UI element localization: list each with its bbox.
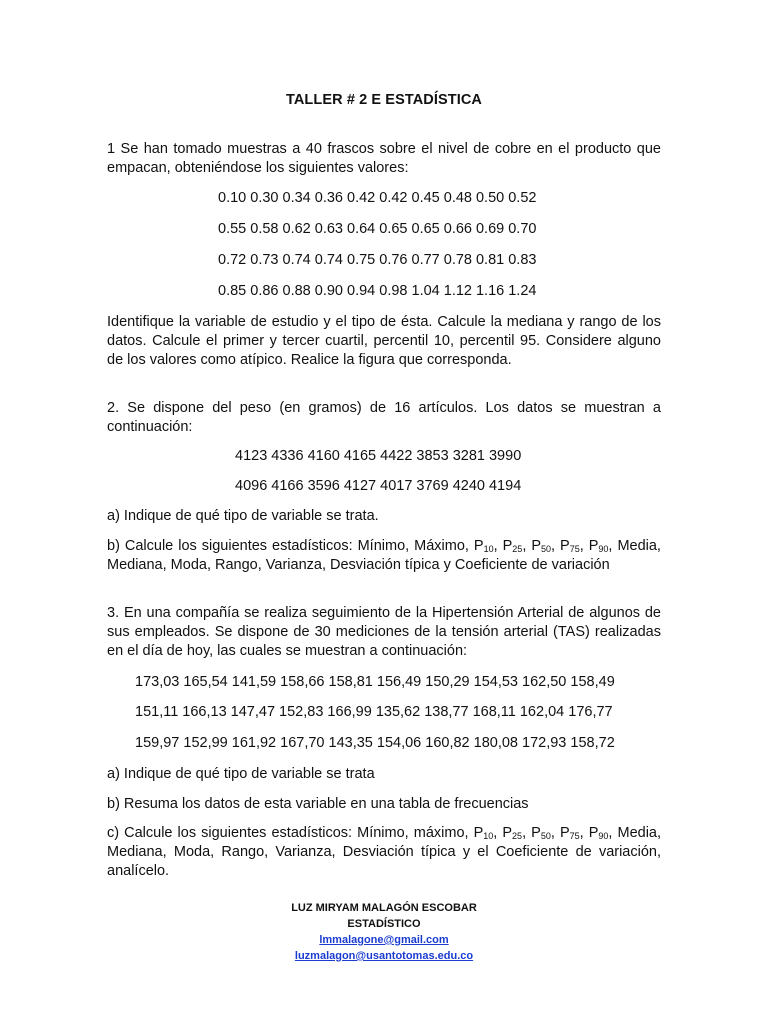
q2-item-a: a) Indique de qué tipo de variable se trata. bbox=[107, 508, 379, 524]
q2-data-row: 4123 4336 4160 4165 4422 3853 3281 3990 bbox=[235, 448, 522, 464]
q1-data-row: 0.85 0.86 0.88 0.90 0.94 0.98 1.04 1.12 1.16 1.24 bbox=[218, 283, 537, 299]
q2-data-row: 4096 4166 3596 4127 4017 3769 4240 4194 bbox=[235, 478, 522, 494]
email-link-gmail[interactable]: lmmalagone@gmail.com bbox=[319, 934, 449, 946]
email-link-university[interactable]: luzmalagon@usantotomas.edu.co bbox=[294, 950, 474, 962]
q2-item-b-lead: b) Calcule los siguientes estadísticos: Mínimo, Máximo, bbox=[107, 538, 474, 554]
author-role: ESTADÍSTICO bbox=[347, 918, 421, 930]
percentile-symbol: $P_{75}$, bbox=[560, 538, 589, 554]
percentile-symbol: $P_{10}$, bbox=[473, 538, 503, 554]
percentile-symbol: $P_{90}$, bbox=[588, 538, 618, 554]
q2-item-b bbox=[107, 537, 661, 575]
page-title: TALLER # 2 E ESTADÍSTICA bbox=[285, 92, 483, 108]
percentile-symbol: $P_{10}$, bbox=[473, 825, 503, 841]
q3-data-row: 173,03 165,54 141,59 158,66 158,81 156,49 150,29 154,53 162,50 158,49 bbox=[135, 674, 615, 690]
q2-item-b-tail: Media, Mediana, Moda, Rango, Varianza, Desviación típica y Coeficiente de variación bbox=[107, 538, 661, 573]
author-footer bbox=[0, 900, 768, 964]
q1-data-row: 0.55 0.58 0.62 0.63 0.64 0.65 0.65 0.66 0.69 0.70 bbox=[218, 221, 537, 237]
percentile-symbol: $P_{25}$, bbox=[502, 538, 532, 554]
percentile-symbol: $P_{25}$, bbox=[502, 825, 532, 841]
author-name: LUZ MIRYAM MALAGÓN ESCOBAR bbox=[291, 902, 477, 914]
q1-data-row: 0.10 0.30 0.34 0.36 0.42 0.42 0.45 0.48 0.50 0.52 bbox=[218, 190, 537, 206]
q3-data-row: 151,11 166,13 147,47 152,83 166,99 135,62 138,77 168,11 162,04 176,77 bbox=[135, 704, 613, 720]
q3-data-row: 159,97 152,99 161,92 167,70 143,35 154,06 160,82 180,08 172,93 158,72 bbox=[135, 735, 615, 751]
q3-item-c bbox=[107, 824, 661, 881]
q3-item-c-tail: Media, Mediana, Moda, Rango, Varianza, Desviación típica y el Coeficiente de variación, analícelo. bbox=[107, 825, 662, 879]
q2-intro: 2. Se dispone del peso (en gramos) de 16 artículos. Los datos se muestran a continuación: bbox=[107, 400, 661, 435]
percentile-symbol: $P_{90}$, bbox=[588, 825, 618, 841]
q3-item-c-lead: c) Calcule los siguientes estadísticos: Mínimo, máximo, bbox=[107, 825, 474, 841]
percentile-symbol: $P_{50}$, bbox=[531, 825, 560, 841]
q1-intro: 1 Se han tomado muestras a 40 frascos sobre el nivel de cobre en el producto que empacan, obteniéndose los siguientes valores: bbox=[107, 141, 661, 176]
percentile-symbol: $P_{50}$, bbox=[531, 538, 561, 554]
q1-data-row: 0.72 0.73 0.74 0.74 0.75 0.76 0.77 0.78 0.81 0.83 bbox=[218, 252, 537, 268]
q1-instructions: Identifique la variable de estudio y el tipo de ésta. Calcule la mediana y rango de los datos. Calcule el primer y tercer cuartil, percentil 10, percentil 95. Considere alguno de los valores como atípico. Realice la figura que corresponda. bbox=[107, 314, 661, 368]
percentile-list bbox=[474, 538, 618, 554]
percentile-symbol: $P_{75}$, bbox=[559, 825, 589, 841]
q3-item-a: a) Indique de qué tipo de variable se trata bbox=[107, 766, 375, 782]
percentile-list bbox=[474, 825, 618, 841]
q3-item-b: b) Resuma los datos de esta variable en una tabla de frecuencias bbox=[107, 796, 529, 812]
q3-intro: 3. En una compañía se realiza seguimiento de la Hipertensión Arterial de algunos de sus empleados. Se dispone de 30 mediciones de la tensión arterial (TAS) realizadas en el día de hoy, las cuales se muestran a continuación: bbox=[107, 605, 661, 659]
